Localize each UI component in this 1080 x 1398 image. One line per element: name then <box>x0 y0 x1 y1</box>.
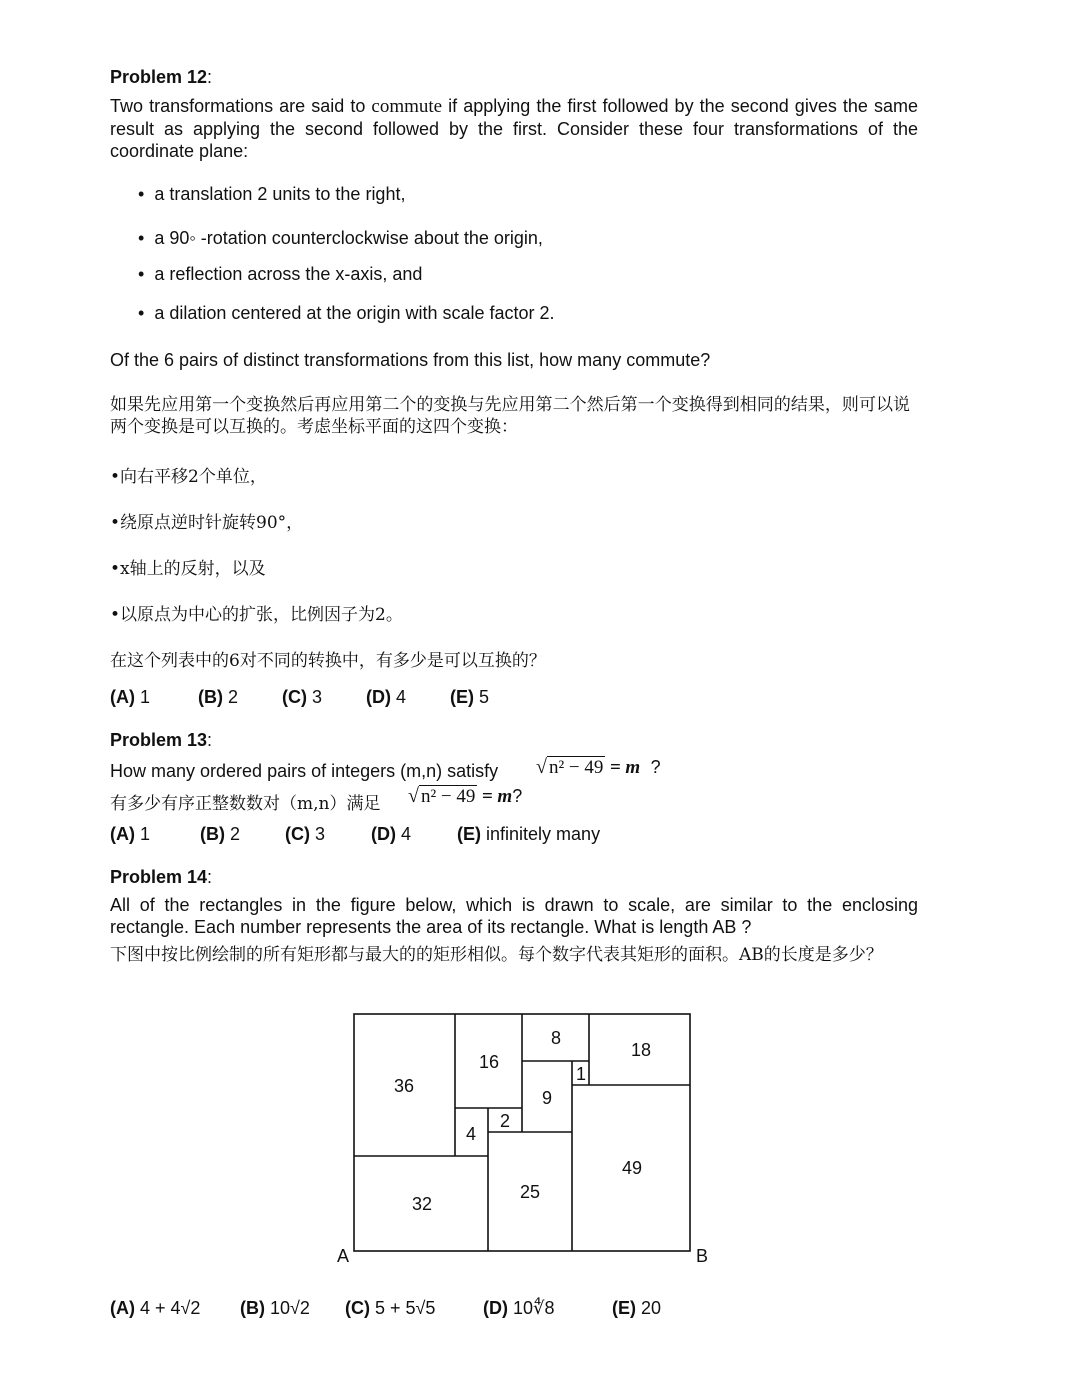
bullet-text: a reflection across the x-axis, and <box>154 264 423 284</box>
problem-12-cn-intro: 如果先应用第一个变换然后再应用第二个的变换与先应用第二个然后第一个变换得到相同的结果，则可以说两个变换是可以互换的。考虑坐标平面的这四个变换： <box>110 395 910 437</box>
radicand: n² − 49 <box>548 757 604 778</box>
problem-12-title <box>110 66 212 88</box>
bullet-item: • a 90◦ -rotation counterclockwise about the origin, <box>138 228 543 248</box>
choice-a: (A) 1 <box>110 824 151 844</box>
point-b-label: B <box>695 1246 709 1266</box>
choice-a: (A) 1 <box>110 687 151 707</box>
area-25: 25 <box>519 1182 541 1202</box>
problem-14-title-colon: : <box>207 867 213 887</box>
problem-13-question-cn: 有多少有序正整数数对（m,n）满足 <box>110 794 381 814</box>
intro-after: if applying the first followed by the second gives the same result as applying the second followed by the first. Consider these four transformations of the coordinate plane: <box>110 96 918 161</box>
problem-14-title-text: Problem 14 <box>110 867 208 887</box>
problem-12-title-text: Problem 12 <box>110 67 208 87</box>
question-mark: ? <box>512 786 523 806</box>
choice-e: (E) infinitely many <box>457 824 601 844</box>
problem-13-title-text: Problem 13 <box>110 730 208 750</box>
choice-d: (D) 4 <box>366 687 407 707</box>
equals-m: = m <box>481 786 513 807</box>
intro-term: commute <box>371 96 443 117</box>
choice-d: (D) 10∜8 <box>483 1298 555 1318</box>
radicand: n² − 49 <box>420 786 476 807</box>
choice-b: (B) 2 <box>198 687 239 707</box>
question-mark: ? <box>650 757 661 777</box>
problem-14-title <box>110 866 212 888</box>
radical-icon: √ <box>536 756 547 778</box>
area-36: 36 <box>393 1076 415 1096</box>
problem-12-title-colon: : <box>207 67 213 87</box>
problem-13-question-en: How many ordered pairs of integers (m,n) satisfy <box>110 761 499 781</box>
problem-12-intro <box>110 95 918 162</box>
sqrt-expression-en <box>536 756 661 779</box>
problem-12-cn-question: 在这个列表中的6对不同的转换中，有多少是可以互换的？ <box>110 651 546 671</box>
area-32: 32 <box>411 1194 433 1214</box>
bullet-text: a translation 2 units to the right, <box>154 184 406 204</box>
area-9: 9 <box>541 1088 553 1108</box>
point-a-label: A <box>336 1246 350 1266</box>
bullet-text: a 90◦ -rotation counterclockwise about the origin, <box>154 228 543 248</box>
cn-bullet: •x轴上的反射，以及 <box>110 559 266 579</box>
problem-14-question-en: All of the rectangles in the figure below, which is drawn to scale, are similar to the enclosing rectangle. Each number represents the area of its rectangle. What is length AB ? <box>110 895 918 937</box>
problem-13-title-colon: : <box>207 730 213 750</box>
cn-bullet: •绕原点逆时针旋转90°， <box>110 513 304 533</box>
enclosing-rectangle <box>354 1014 690 1251</box>
problem-14-question-cn: 下图中按比例绘制的所有矩形都与最大的的矩形相似。每个数字代表其矩形的面积。AB的长度是多少？ <box>110 945 883 965</box>
sqrt-expression-cn <box>408 785 522 808</box>
area-8: 8 <box>550 1028 562 1048</box>
choice-a: (A) 4 + 4√2 <box>110 1298 201 1318</box>
area-16: 16 <box>478 1052 500 1072</box>
bullet-item: • a dilation centered at the origin with scale factor 2. <box>138 303 555 323</box>
choice-b: (B) 10√2 <box>240 1298 310 1318</box>
radical-icon: √ <box>408 785 419 807</box>
cn-bullet: •向右平移2个单位， <box>110 467 267 487</box>
intro-before: Two transformations are said to <box>110 96 366 116</box>
cn-bullet: •以原点为中心的扩张，比例因子为2。 <box>110 605 403 625</box>
problem-13-title <box>110 729 212 751</box>
bullet-item: • a reflection across the x-axis, and <box>138 264 423 284</box>
choice-d: (D) 4 <box>371 824 412 844</box>
choice-e: (E) 20 <box>612 1298 662 1318</box>
bullet-text: a dilation centered at the origin with scale factor 2. <box>154 303 555 323</box>
choice-b: (B) 2 <box>200 824 241 844</box>
equals-m: = m <box>609 757 641 778</box>
choice-e: (E) 5 <box>450 687 490 707</box>
problem-12-question: Of the 6 pairs of distinct transformations from this list, how many commute? <box>110 350 711 370</box>
area-2: 2 <box>499 1111 511 1131</box>
area-18: 18 <box>630 1040 652 1060</box>
area-49: 49 <box>621 1158 643 1178</box>
choice-c: (C) 3 <box>282 687 323 707</box>
area-1: 1 <box>575 1064 587 1084</box>
bullet-item: • a translation 2 units to the right, <box>138 184 406 204</box>
choice-c: (C) 5 + 5√5 <box>345 1298 436 1318</box>
area-4: 4 <box>465 1124 477 1144</box>
choice-c: (C) 3 <box>285 824 326 844</box>
